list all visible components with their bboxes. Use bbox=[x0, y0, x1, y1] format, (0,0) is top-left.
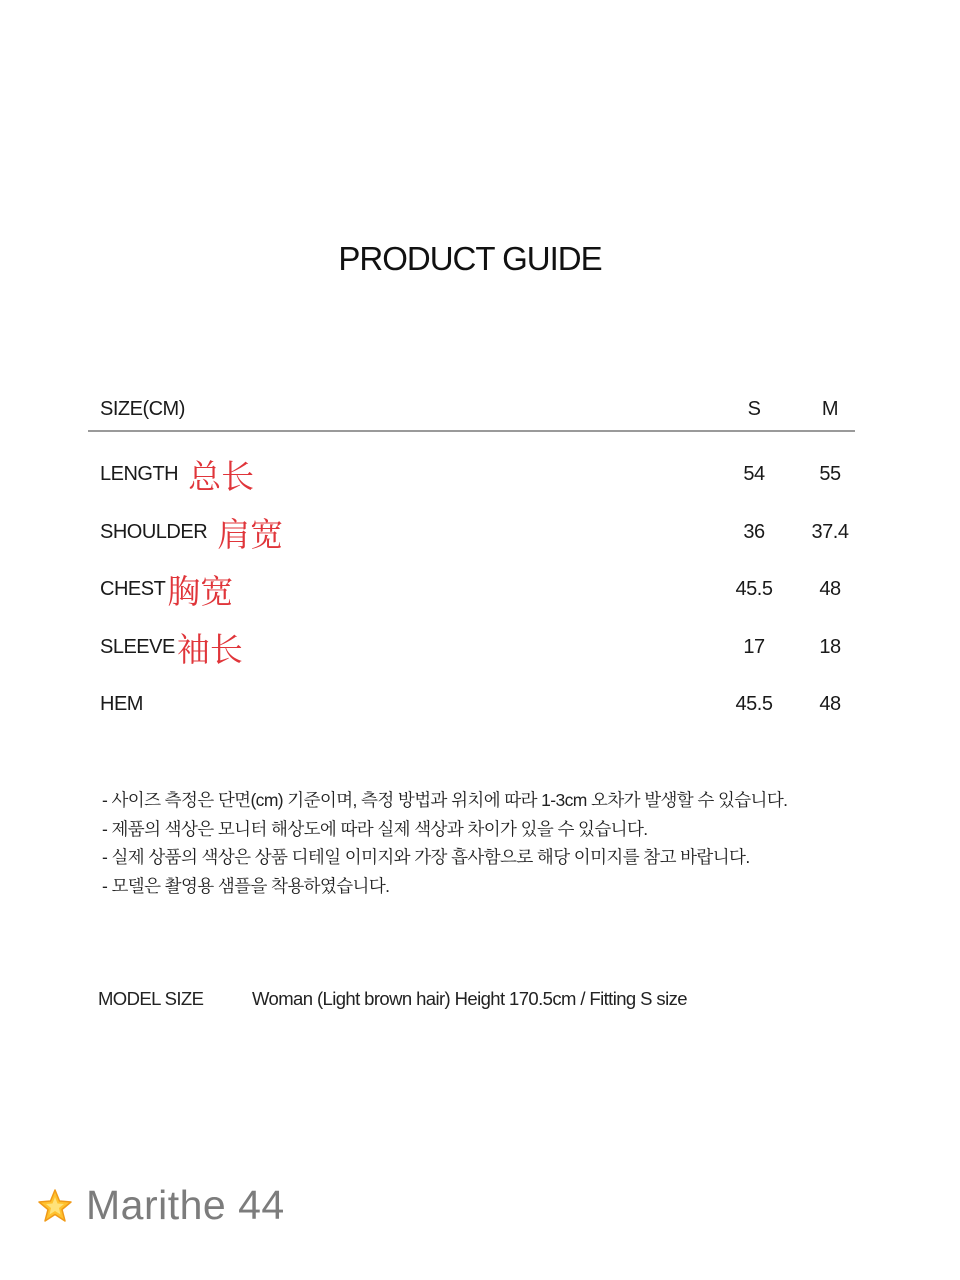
row-annotation: 胸宽 bbox=[167, 573, 234, 611]
size-table bbox=[88, 390, 855, 734]
row-annotation: 总长 bbox=[188, 458, 255, 496]
model-size-value: Woman (Light brown hair) Height 170.5cm / Fitting S size bbox=[252, 988, 687, 1009]
table-row-chest bbox=[88, 561, 855, 619]
row-label-text: CHEST bbox=[100, 578, 166, 601]
cell-s: 45.5 bbox=[735, 578, 773, 600]
cell-s: 45.5 bbox=[735, 693, 773, 715]
table-row-length bbox=[88, 446, 855, 504]
cell-m: 48 bbox=[819, 693, 841, 715]
row-annotation: 袖长 bbox=[176, 630, 243, 668]
table-row-hem bbox=[88, 676, 855, 734]
table-row-shoulder bbox=[88, 504, 855, 562]
cell-s: 54 bbox=[743, 463, 765, 485]
page-title: PRODUCT GUIDE bbox=[338, 240, 602, 277]
note-item: - 모델은 촬영용 샘플을 착용하였습니다. bbox=[102, 875, 390, 896]
table-row-sleeve bbox=[88, 619, 855, 677]
row-label bbox=[100, 676, 143, 734]
watermark bbox=[36, 1182, 285, 1229]
row-label bbox=[100, 504, 283, 562]
row-annotation: 肩宽 bbox=[217, 515, 284, 553]
cell-m: 48 bbox=[819, 578, 841, 600]
header-label: SIZE(CM) bbox=[100, 398, 185, 420]
watermark-text: Marithe 44 bbox=[86, 1182, 285, 1228]
notes-list bbox=[102, 786, 787, 900]
table-header bbox=[88, 390, 855, 432]
cell-m: 55 bbox=[819, 463, 841, 485]
header-size-s: S bbox=[747, 398, 761, 420]
row-label-text: HEM bbox=[100, 693, 143, 716]
cell-s: 36 bbox=[743, 520, 765, 543]
row-label-text: SHOULDER bbox=[100, 520, 208, 543]
cell-s: 17 bbox=[743, 635, 765, 658]
star-icon bbox=[36, 1187, 74, 1225]
model-size-label: MODEL SIZE bbox=[98, 988, 204, 1009]
model-size bbox=[98, 988, 687, 1010]
note-item: - 실제 상품의 색상은 상품 디테일 이미지와 가장 흡사함으로 해당 이미지를 참고 바랍니다. bbox=[102, 847, 750, 868]
table-body bbox=[88, 432, 855, 734]
header-size-m: M bbox=[821, 398, 839, 420]
row-label bbox=[100, 561, 233, 619]
cell-m: 18 bbox=[819, 635, 841, 658]
row-label bbox=[100, 446, 254, 504]
row-label bbox=[100, 619, 243, 677]
note-item: - 사이즈 측정은 단면(cm) 기준이며, 측정 방법과 위치에 따라 1-3cm 오차가 발생할 수 있습니다. bbox=[102, 790, 788, 810]
row-label-text: SLEEVE bbox=[100, 635, 175, 658]
row-label-text: LENGTH bbox=[100, 463, 179, 486]
note-item: - 제품의 색상은 모니터 해상도에 따라 실제 색상과 차이가 있을 수 있습니다. bbox=[102, 818, 648, 839]
cell-m: 37.4 bbox=[811, 520, 849, 543]
